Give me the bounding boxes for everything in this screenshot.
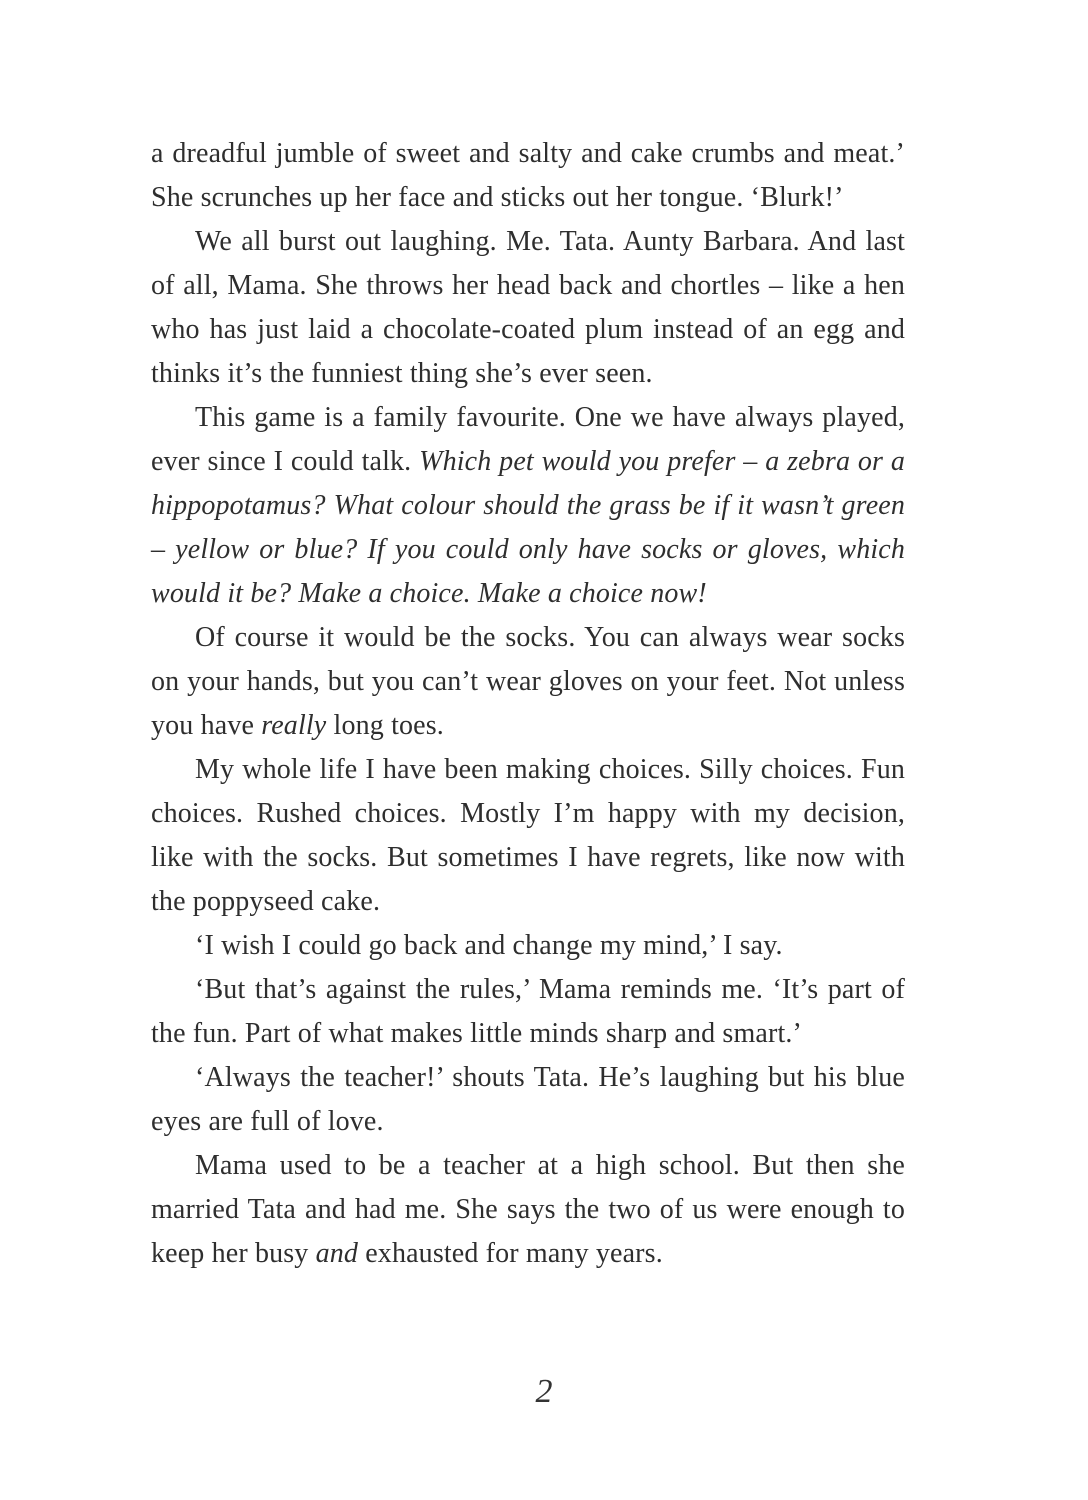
italic-text: and bbox=[315, 1238, 359, 1269]
body-text bbox=[151, 132, 905, 1276]
paragraph bbox=[151, 1056, 905, 1144]
paragraph bbox=[151, 396, 905, 616]
text-run: Of course it would be the socks. You can always wear socks on your hands, but you can’t wear gloves on your feet. Not unless you have bbox=[151, 622, 905, 741]
paragraph bbox=[151, 924, 905, 968]
paragraph bbox=[151, 220, 905, 396]
paragraph bbox=[151, 616, 905, 748]
text-run: exhausted for many years. bbox=[358, 1238, 663, 1269]
text-run: My whole life I have been making choices. Silly choices. Fun choices. Rushed choices. Mostly I’m happy with my decision, like with the socks. But sometimes I have regrets, like now with the poppyseed cake. bbox=[151, 754, 905, 917]
text-run: We all burst out laughing. Me. Tata. Aunty Barbara. And last of all, Mama. She throws her head back and chortles – like a hen who has just laid a chocolate-coated plum instead of an egg and thinks it’s the funniest thing she’s ever seen. bbox=[151, 226, 905, 389]
paragraph bbox=[151, 1144, 905, 1276]
paragraph bbox=[151, 968, 905, 1056]
text-run: ‘Always the teacher!’ shouts Tata. He’s laughing but his blue eyes are full of love. bbox=[151, 1062, 905, 1137]
text-run: Mama used to be a teacher at a high school. But then she married Tata and had me. She says the two of us were enough to keep her busy bbox=[151, 1150, 905, 1269]
italic-text: Which pet would you prefer – a zebra or a hippopotamus? What colour should the grass be if it wasn’t green – yellow or blue? If you could only have socks or gloves, which would it be? Make a choice. Make a choice now! bbox=[151, 446, 906, 609]
italic-text: really bbox=[261, 710, 327, 741]
text-run: This game is a family favourite. One we have always played, ever since I could talk. bbox=[151, 402, 905, 477]
text-run: a dreadful jumble of sweet and salty and cake crumbs and meat.’ She scrunches up her face and sticks out her tongue. ‘Blurk!’ bbox=[151, 138, 905, 213]
paragraph bbox=[151, 748, 905, 924]
page-number: 2 bbox=[535, 1373, 553, 1410]
text-run: long toes. bbox=[326, 710, 444, 741]
paragraph bbox=[151, 132, 905, 220]
text-run: ‘But that’s against the rules,’ Mama reminds me. ‘It’s part of the fun. Part of what makes little minds sharp and smart.’ bbox=[151, 974, 905, 1049]
text-run: ‘I wish I could go back and change my mind,’ I say. bbox=[195, 930, 783, 961]
